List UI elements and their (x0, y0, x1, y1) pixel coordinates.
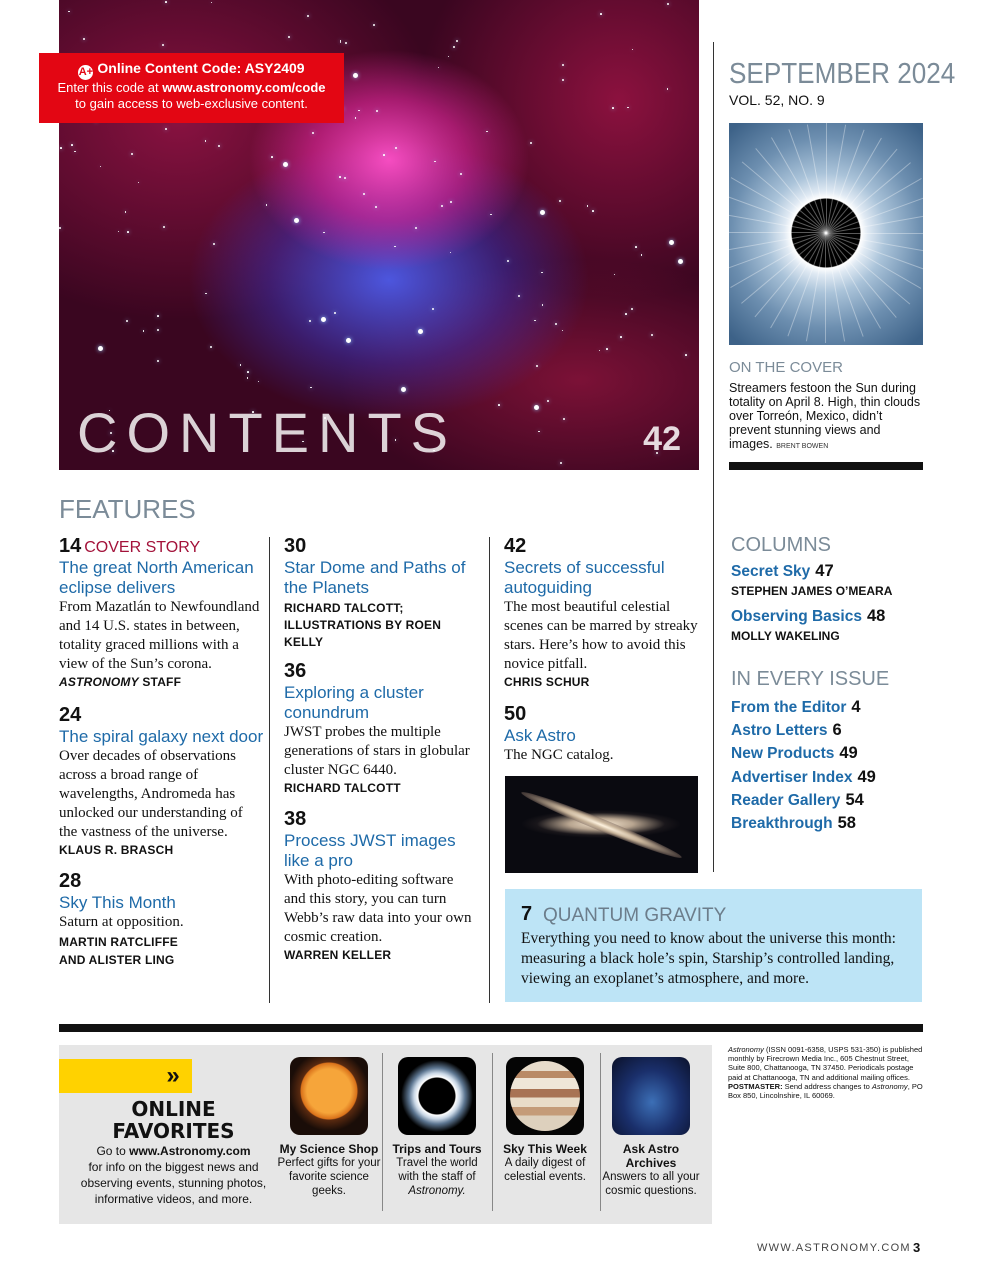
star (536, 365, 538, 367)
online-favorites-title (71, 1098, 276, 1142)
star (606, 348, 608, 350)
star (126, 320, 128, 322)
star (271, 156, 273, 158)
star (562, 79, 564, 81)
star (247, 371, 249, 373)
star (534, 405, 539, 410)
astronomy-url-link[interactable]: www.Astronomy.com (129, 1144, 251, 1158)
in-every-issue-heading: IN EVERY ISSUE (731, 668, 890, 690)
feature-item[interactable] (59, 535, 264, 689)
features-column-2 (284, 535, 474, 962)
feature-author: RICHARD TALCOTT; ILLUSTRATIONS BY ROEN KELLY (284, 601, 442, 649)
star (415, 227, 417, 229)
star (498, 404, 500, 406)
issue-item[interactable] (731, 696, 876, 719)
section-rule (59, 1024, 923, 1032)
star (344, 177, 346, 179)
star (98, 346, 103, 351)
qg-body: Everything you need to know about the universe this month: measuring a black hole’s spin, Starship’s controlled landing, viewing an exoplanet’s atmosphere, and more. (521, 930, 896, 987)
star (486, 131, 488, 133)
of-title-line1: ONLINE (131, 1097, 216, 1121)
online-content-code-box (39, 53, 344, 123)
footer-url[interactable]: WWW.ASTRONOMY.COM (757, 1242, 911, 1254)
issue-item[interactable] (731, 789, 876, 812)
star (334, 312, 336, 314)
feature-title: Ask Astro (504, 726, 576, 745)
star (432, 308, 434, 310)
star (627, 107, 629, 109)
double-chevron-icon: » (59, 1059, 192, 1093)
issue-item-title: From the Editor (731, 699, 847, 716)
star (131, 153, 133, 155)
favorite-name: Ask Astro Archives (622, 1142, 680, 1170)
pm-magazine-2: Astronomy (871, 1081, 908, 1091)
favorite-desc-text: Travel the world with the staff of (396, 1157, 478, 1183)
favorite-desc (385, 1156, 489, 1198)
cover-eclipse-image (729, 123, 923, 345)
favorite-name: Trips and Tours (392, 1142, 482, 1156)
feature-author: RICHARD TALCOTT (284, 781, 401, 795)
star (530, 142, 532, 144)
feature-author: CHRIS SCHUR (504, 675, 590, 689)
favorite-ask-astro-archives[interactable] (599, 1057, 703, 1198)
star (283, 162, 288, 167)
feature-title: Star Dome and Paths of the Planets (284, 558, 466, 597)
feature-title: The great North American eclipse delivers (59, 558, 254, 597)
star (83, 38, 85, 40)
column-item[interactable] (731, 607, 885, 643)
star (157, 315, 159, 317)
column-page: 48 (866, 607, 886, 625)
star (240, 364, 242, 366)
online-favorites-desc (71, 1143, 276, 1207)
feature-body: Over decades of observations across a broad range of wavelengths, Andromeda has unlocked our understanding of the vastness of the universe. (59, 748, 243, 840)
star (620, 336, 622, 338)
star (165, 1, 167, 3)
star (667, 88, 669, 90)
of-desc-prefix: Go to (96, 1144, 130, 1158)
feature-title: Sky This Month (59, 893, 176, 912)
issue-item-page: 49 (839, 744, 858, 763)
star (157, 329, 159, 331)
issue-item[interactable] (731, 812, 876, 835)
star (358, 110, 360, 112)
favorite-name: Sky This Week (503, 1142, 587, 1156)
feature-body: Saturn at opposition. (59, 914, 184, 930)
hero-page-ref: 42 (643, 420, 681, 458)
footer-page-number: 3 (913, 1240, 921, 1255)
column-title: Observing Basics (731, 608, 862, 625)
star (375, 206, 377, 208)
star (641, 254, 643, 256)
favorite-desc-italic: Astronomy. (408, 1185, 466, 1197)
shop-icon (290, 1057, 368, 1135)
star (59, 227, 61, 229)
qg-page: 7 (521, 903, 533, 925)
star (614, 274, 616, 276)
feature-body: The NGC catalog. (504, 747, 614, 763)
pm-text3: , PO Box 850, Lincolnshire, IL 60069. (728, 1081, 923, 1101)
star (518, 295, 520, 297)
star (599, 350, 601, 352)
star (68, 11, 70, 13)
star (258, 381, 260, 383)
star (143, 330, 145, 332)
star (401, 387, 406, 392)
in-every-issue-list (731, 696, 876, 835)
contents-title: CONTENTS (77, 401, 457, 464)
star (340, 40, 342, 42)
star (60, 147, 62, 149)
favorite-sky-this-week[interactable] (493, 1057, 597, 1184)
galaxy-shape (519, 787, 684, 863)
star (448, 56, 450, 58)
pm-label: POSTMASTER: (728, 1081, 783, 1091)
feature-title: The spiral galaxy next door (59, 727, 264, 746)
of-desc-rest: for info on the biggest news and observing events, stunning photos, informative videos, and more. (80, 1160, 267, 1206)
star (434, 161, 436, 163)
star (323, 232, 325, 234)
column-item[interactable] (731, 562, 892, 598)
star (205, 140, 207, 142)
star (163, 226, 165, 228)
issue-item-page: 6 (832, 721, 842, 740)
jupiter-icon (506, 1057, 584, 1135)
feature-author: MARTIN RATCLIFFE AND ALISTER LING (59, 935, 178, 967)
star (600, 13, 602, 15)
feature-body: JWST probes the multiple generations of stars in globular cluster NGC 6440. (284, 724, 470, 778)
feature-page: 42 (504, 535, 527, 557)
star (394, 246, 396, 248)
star (460, 173, 462, 175)
feature-page: 50 (504, 703, 527, 725)
star (490, 214, 492, 216)
favorite-divider (382, 1053, 383, 1211)
qg-title: QUANTUM GRAVITY (543, 905, 727, 926)
feature-page: 30 (284, 535, 307, 557)
favorite-desc: Perfect gifts for your favorite science geeks. (277, 1157, 381, 1197)
star (127, 231, 129, 233)
feature-item[interactable] (59, 870, 264, 969)
star (288, 36, 290, 38)
feature-title: Exploring a cluster conundrum (284, 683, 424, 722)
star (562, 64, 564, 66)
feature-page: 14 (59, 535, 82, 557)
star (309, 320, 311, 322)
column-title: Secret Sky (731, 563, 811, 580)
star (560, 462, 562, 464)
star (538, 431, 540, 433)
star (373, 24, 375, 26)
feature-item[interactable] (504, 703, 698, 765)
issue-item-title: Astro Letters (731, 722, 828, 740)
pm-text2: Send address changes to (782, 1081, 872, 1091)
feature-item[interactable] (284, 535, 474, 651)
corona-streak (826, 123, 827, 233)
feature-item[interactable] (59, 704, 264, 857)
feature-author (59, 675, 264, 689)
star (678, 259, 683, 264)
star (592, 210, 594, 212)
star (294, 218, 299, 223)
issue-item-title: Advertiser Index (731, 768, 853, 786)
cover-credit: BRENT BOWEN (776, 443, 829, 450)
star (74, 151, 76, 153)
on-the-cover-label: ON THE COVER (729, 359, 843, 376)
favorite-desc: A daily digest of celestial events. (504, 1157, 586, 1183)
favorite-desc: Answers to all your cosmic questions. (602, 1171, 700, 1197)
code-line1: Online Content Code: ASY2409 (97, 60, 305, 76)
issue-item-title: Reader Gallery (731, 791, 841, 809)
issue-item-page: 4 (851, 698, 861, 716)
star (632, 49, 634, 51)
feature-page: 24 (59, 704, 82, 726)
star (587, 205, 589, 207)
on-the-cover-text (729, 381, 923, 454)
galaxy-image (505, 776, 698, 873)
star (376, 110, 378, 112)
feature-page: 36 (284, 660, 307, 682)
star (450, 201, 452, 203)
feature-item[interactable] (284, 808, 474, 962)
star (669, 240, 674, 245)
pm-text1: (ISSN 0091-6358, USPS 531-350) is published monthly by Firecrown Media Inc., 605 Chestnut Street, Suite 800, Chattanooga, TN 37450. Periodicals postage paid at Chattanooga, TN and additional mailing offices. (728, 1045, 923, 1082)
star (635, 246, 637, 248)
star (441, 205, 443, 207)
star (542, 304, 544, 306)
star (321, 317, 326, 322)
column-author: STEPHEN JAMES O’MEARA (731, 584, 893, 598)
cover-caption: Streamers festoon the Sun during totality on April 8. High, thin clouds over Torreón, Mexico, didn’t prevent stunning views and images. (729, 381, 921, 451)
star (118, 231, 120, 233)
astronomy-plus-icon: A+ (78, 66, 94, 78)
nebula-icon (612, 1057, 690, 1135)
star (540, 210, 545, 215)
star (218, 145, 220, 147)
feature-title: Process JWST images like a pro (284, 831, 456, 870)
feature-column-divider (269, 537, 270, 1003)
column-divider (713, 42, 714, 872)
columns-heading: COLUMNS (731, 534, 832, 556)
issue-volume: VOL. 52, NO. 9 (729, 92, 825, 108)
star (383, 154, 385, 156)
star (266, 204, 268, 206)
eclipse-icon (398, 1057, 476, 1135)
star (541, 272, 543, 274)
code-line3: to gain access to web-exclusive content. (75, 96, 308, 111)
corona-streak (729, 232, 826, 271)
star (563, 418, 565, 420)
star (340, 42, 342, 44)
star (612, 107, 614, 109)
quantum-gravity-box[interactable] (505, 889, 922, 1002)
feature-item[interactable] (504, 535, 698, 689)
issue-item[interactable] (731, 719, 876, 742)
issue-date: SEPTEMBER 2024 (729, 58, 956, 90)
feature-body: The most beautiful celestial scenes can be marred by streaky stars. Here’s how to avoid this novice pitfall. (504, 599, 698, 672)
issue-item[interactable] (731, 742, 876, 765)
feature-author: WARREN KELLER (284, 948, 392, 962)
issue-item-title: Breakthrough (731, 815, 833, 833)
feature-item[interactable] (284, 660, 474, 795)
corona-streak (729, 232, 826, 233)
postmaster-notice (728, 1045, 924, 1100)
star (345, 42, 347, 44)
star (213, 243, 215, 245)
star (165, 128, 167, 130)
star (71, 144, 73, 146)
column-page: 47 (815, 562, 834, 580)
star (418, 329, 423, 334)
star (450, 252, 452, 254)
favorite-my-science-shop[interactable] (277, 1057, 381, 1198)
corona-streak (825, 233, 826, 343)
corona-streak (826, 233, 923, 234)
column-author: MOLLY WAKELING (731, 629, 840, 643)
star (555, 323, 557, 325)
feature-title: Secrets of successful autoguiding (504, 558, 665, 597)
feature-body: With photo-editing software and this story, you can turn Webb’s raw data into your own cosmic creation. (284, 872, 472, 945)
star (346, 338, 351, 343)
star (547, 400, 549, 402)
star (355, 117, 357, 119)
feature-page: 28 (59, 870, 82, 892)
feature-author: KLAUS R. BRASCH (59, 843, 174, 857)
features-heading: FEATURES (59, 494, 196, 524)
star (456, 40, 458, 42)
issue-item-page: 49 (857, 767, 876, 786)
star (307, 15, 309, 17)
star (210, 346, 212, 348)
feature-author-italic: ASTRONOMY (59, 675, 139, 689)
star (100, 166, 102, 168)
star (559, 200, 561, 202)
features-column-3 (504, 535, 698, 765)
features-column-1 (59, 535, 264, 969)
code-line2-prefix: Enter this code at (57, 80, 163, 95)
cover-rule (729, 462, 923, 470)
star (247, 377, 249, 379)
star (685, 354, 687, 356)
issue-item-page: 54 (845, 790, 864, 809)
star (138, 182, 140, 184)
code-url-link[interactable]: www.astronomy.com/code (162, 80, 326, 95)
star (453, 46, 455, 48)
star (353, 73, 358, 78)
star (363, 193, 365, 195)
star (339, 176, 341, 178)
feature-body: From Mazatlán to Newfoundland and 14 U.S. states in between, totality graced millions with a view of the Sun’s corona. (59, 599, 260, 672)
favorite-trips-and-tours[interactable] (385, 1057, 489, 1198)
feature-author-rest: STAFF (138, 675, 182, 689)
star (310, 387, 312, 389)
star (438, 67, 440, 69)
feature-page: 38 (284, 808, 307, 830)
issue-item[interactable] (731, 766, 876, 789)
star (625, 313, 627, 315)
star (205, 293, 207, 295)
star (211, 2, 213, 4)
star (631, 308, 633, 310)
star (534, 320, 536, 322)
star (125, 211, 127, 213)
star (562, 330, 564, 332)
cover-story-tag: COVER STORY (84, 539, 201, 556)
of-title-line2: FAVORITES (112, 1119, 235, 1143)
star (667, 3, 669, 5)
star (162, 44, 164, 46)
pm-magazine: Astronomy (728, 1045, 764, 1054)
favorite-name: My Science Shop (279, 1142, 379, 1156)
online-favorites-box (59, 1045, 712, 1224)
star (312, 132, 314, 134)
issue-item-title: New Products (731, 745, 835, 763)
feature-column-divider (489, 537, 490, 1003)
star (651, 334, 653, 336)
star (395, 147, 397, 149)
star (507, 260, 509, 262)
star (157, 360, 159, 362)
issue-item-page: 58 (837, 814, 856, 833)
